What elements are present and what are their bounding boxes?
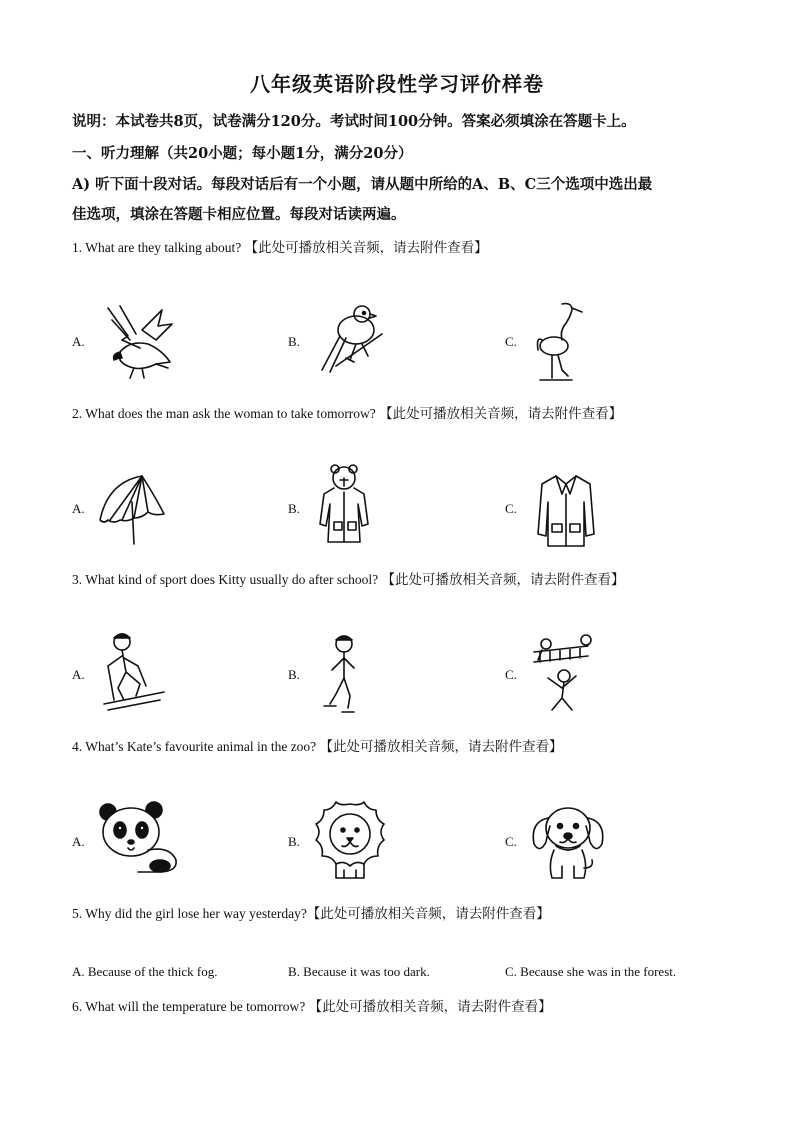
sparrow-icon — [316, 300, 388, 380]
question-5: 5. Why did the girl lose her way yesterday?【此处可播放相关音频，请去附件查看】 — [72, 906, 550, 921]
q2-option-c-label[interactable]: C. — [505, 501, 517, 516]
q5-option-a[interactable]: A. Because of the thick fog. — [72, 964, 218, 979]
q1-option-a-label[interactable]: A. — [72, 334, 85, 349]
lion-icon — [314, 800, 386, 882]
q1-option-b-label[interactable]: B. — [288, 334, 300, 349]
eagle-icon — [100, 300, 180, 382]
volleyball-icon — [528, 632, 596, 716]
section-heading: 一、听力理解（共20小题；每小题1分，满分20分） — [72, 145, 413, 162]
crane-icon — [532, 300, 584, 384]
exam-note: 说明：本试卷共8页，试卷满分120分。考试时间100分钟。答案必须填涂在答题卡上。 — [72, 113, 636, 130]
q5-option-c[interactable]: C. Because she was in the forest. — [505, 964, 677, 979]
raincoat-icon — [318, 464, 370, 548]
page-title: 八年级英语阶段性学习评价样卷 — [250, 72, 544, 96]
question-4: 4. What’s Kate’s favourite animal in the zoo? 【此处可播放相关音频，请去附件查看】 — [72, 739, 563, 754]
question-2: 2. What does the man ask the woman to take tomorrow? 【此处可播放相关音频，请去附件查看】 — [72, 406, 623, 421]
jacket-icon — [536, 472, 596, 550]
instruction-line-2: 佳选项，填涂在答题卡相应位置。每段对话读两遍。 — [72, 206, 406, 223]
umbrella-icon — [94, 472, 170, 548]
dog-icon — [528, 798, 608, 884]
panda-icon — [98, 802, 180, 876]
q2-option-b-label[interactable]: B. — [288, 501, 300, 516]
q3-option-c-label[interactable]: C. — [505, 667, 517, 682]
instruction-line-1: A) 听下面十段对话。每段对话后有一个小题，请从题中所给的A、B、C三个选项中选出最 — [72, 176, 653, 193]
q4-option-b-label[interactable]: B. — [288, 834, 300, 849]
q3-option-a-label[interactable]: A. — [72, 667, 85, 682]
q1-option-c-label[interactable]: C. — [505, 334, 517, 349]
question-1: 1. What are they talking about? 【此处可播放相关音频，请去附件查看】 — [72, 240, 488, 255]
q4-option-c-label[interactable]: C. — [505, 834, 517, 849]
skiing-icon — [100, 630, 170, 716]
q5-option-b[interactable]: B. Because it was too dark. — [288, 964, 430, 979]
question-3: 3. What kind of sport does Kitty usually do after school? 【此处可播放相关音频，请去附件查看】 — [72, 572, 625, 587]
q4-option-a-label[interactable]: A. — [72, 834, 85, 849]
q2-option-a-label[interactable]: A. — [72, 501, 85, 516]
q3-option-b-label[interactable]: B. — [288, 667, 300, 682]
skating-icon — [320, 632, 364, 718]
question-6: 6. What will the temperature be tomorrow? 【此处可播放相关音频，请去附件查看】 — [72, 999, 552, 1014]
